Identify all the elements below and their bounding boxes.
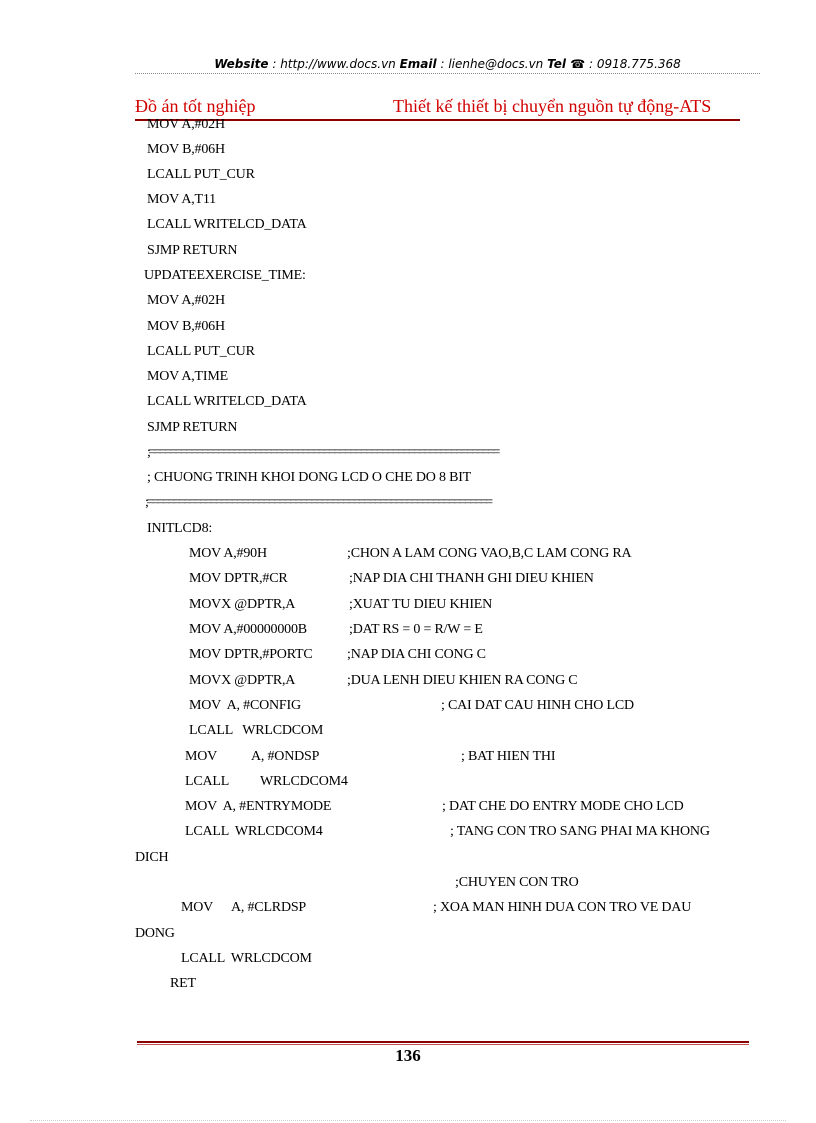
code-line: DICH bbox=[135, 850, 169, 865]
code-line: MOV DPTR,#PORTC bbox=[189, 647, 313, 662]
code-line: MOV B,#06H bbox=[147, 142, 225, 157]
document-title-right: Thiết kế thiết bị chuyển nguồn tự động-ATS bbox=[393, 96, 712, 116]
code-line: LCALL WRLCDCOM bbox=[189, 723, 324, 738]
footer-divider bbox=[137, 1041, 749, 1043]
code-comment: ;CHON A LAM CONG VAO,B,C LAM CONG RA bbox=[347, 546, 632, 561]
code-line: UPDATEEXERCISE_TIME: bbox=[144, 268, 306, 283]
code-line: MOVX @DPTR,A bbox=[189, 597, 296, 612]
code-comment: ; BAT HIEN THI bbox=[461, 749, 556, 764]
code-comment: ;XUAT TU DIEU KHIEN bbox=[349, 597, 493, 612]
website-url[interactable]: : http://www.docs.vn bbox=[268, 57, 400, 71]
code-line: MOV A, #ENTRYMODE bbox=[185, 799, 332, 814]
code-operand: A, #ONDSP bbox=[251, 749, 320, 764]
code-line: LCALL WRITELCD_DATA bbox=[147, 217, 307, 232]
email-value[interactable]: : lienhe@docs.vn bbox=[436, 57, 548, 71]
code-comment: ;NAP DIA CHI CONG C bbox=[347, 647, 486, 662]
code-line: LCALL WRLCDCOM bbox=[181, 951, 312, 966]
code-line: LCALL bbox=[185, 774, 230, 789]
code-comment: ;DUA LENH DIEU KHIEN RA CONG C bbox=[347, 673, 578, 688]
code-line: MOV bbox=[185, 749, 218, 764]
code-line: LCALL PUT_CUR bbox=[147, 344, 255, 359]
page-number: 136 bbox=[395, 1046, 421, 1065]
code-operand: A, #CLRDSP bbox=[231, 900, 307, 915]
website-label: Website bbox=[214, 57, 269, 71]
code-line: MOV A,#02H bbox=[147, 293, 225, 308]
code-operand: WRLCDCOM4 bbox=[260, 774, 348, 789]
code-line: MOV A,T11 bbox=[147, 192, 216, 207]
code-line: LCALL WRITELCD_DATA bbox=[147, 394, 307, 409]
code-line: DONG bbox=[135, 926, 175, 941]
code-line: ;================================================================== bbox=[147, 445, 498, 460]
code-comment: ; TANG CON TRO SANG PHAI MA KHONG bbox=[450, 824, 710, 839]
code-line: MOV A,#02H bbox=[147, 117, 225, 132]
title-divider bbox=[135, 119, 740, 121]
tel-label: Tel bbox=[547, 57, 571, 71]
code-line: SJMP RETURN bbox=[147, 420, 238, 435]
email-label: Email bbox=[399, 57, 437, 71]
code-line: LCALL PUT_CUR bbox=[147, 167, 255, 182]
footer-divider-thin bbox=[137, 1044, 749, 1045]
code-line: LCALL WRLCDCOM4 bbox=[185, 824, 323, 839]
code-comment: ;DAT RS = 0 = R/W = E bbox=[349, 622, 483, 637]
code-line: INITLCD8: bbox=[147, 521, 213, 536]
code-line: MOVX @DPTR,A bbox=[189, 673, 296, 688]
code-line: MOV DPTR,#CR bbox=[189, 571, 288, 586]
code-line: RET bbox=[170, 976, 196, 991]
code-line: MOV bbox=[181, 900, 214, 915]
telephone-icon: ☎ bbox=[570, 57, 586, 71]
code-line: MOV A,#90H bbox=[189, 546, 267, 561]
website-header bbox=[135, 57, 760, 71]
page-bottom-border bbox=[30, 1120, 786, 1121]
code-line: ; CHUONG TRINH KHOI DONG LCD O CHE DO 8 BIT bbox=[147, 470, 472, 485]
tel-value: : 0918.775.368 bbox=[585, 57, 681, 71]
code-line: MOV B,#06H bbox=[147, 319, 225, 334]
document-title-left: Đồ án tốt nghiệp bbox=[135, 96, 256, 116]
header-divider bbox=[135, 73, 760, 74]
code-comment: ; CAI DAT CAU HINH CHO LCD bbox=[441, 698, 634, 713]
code-line: MOV A, #CONFIG bbox=[189, 698, 301, 713]
code-line: ;================================================================= bbox=[145, 495, 491, 510]
code-line: SJMP RETURN bbox=[147, 243, 238, 258]
code-comment: ; DAT CHE DO ENTRY MODE CHO LCD bbox=[442, 799, 684, 814]
code-comment: ;CHUYEN CON TRO bbox=[455, 875, 579, 890]
code-comment: ;NAP DIA CHI THANH GHI DIEU KHIEN bbox=[349, 571, 594, 586]
code-line: MOV A,TIME bbox=[147, 369, 228, 384]
code-line: MOV A,#00000000B bbox=[189, 622, 307, 637]
code-comment: ; XOA MAN HINH DUA CON TRO VE DAU bbox=[433, 900, 692, 915]
